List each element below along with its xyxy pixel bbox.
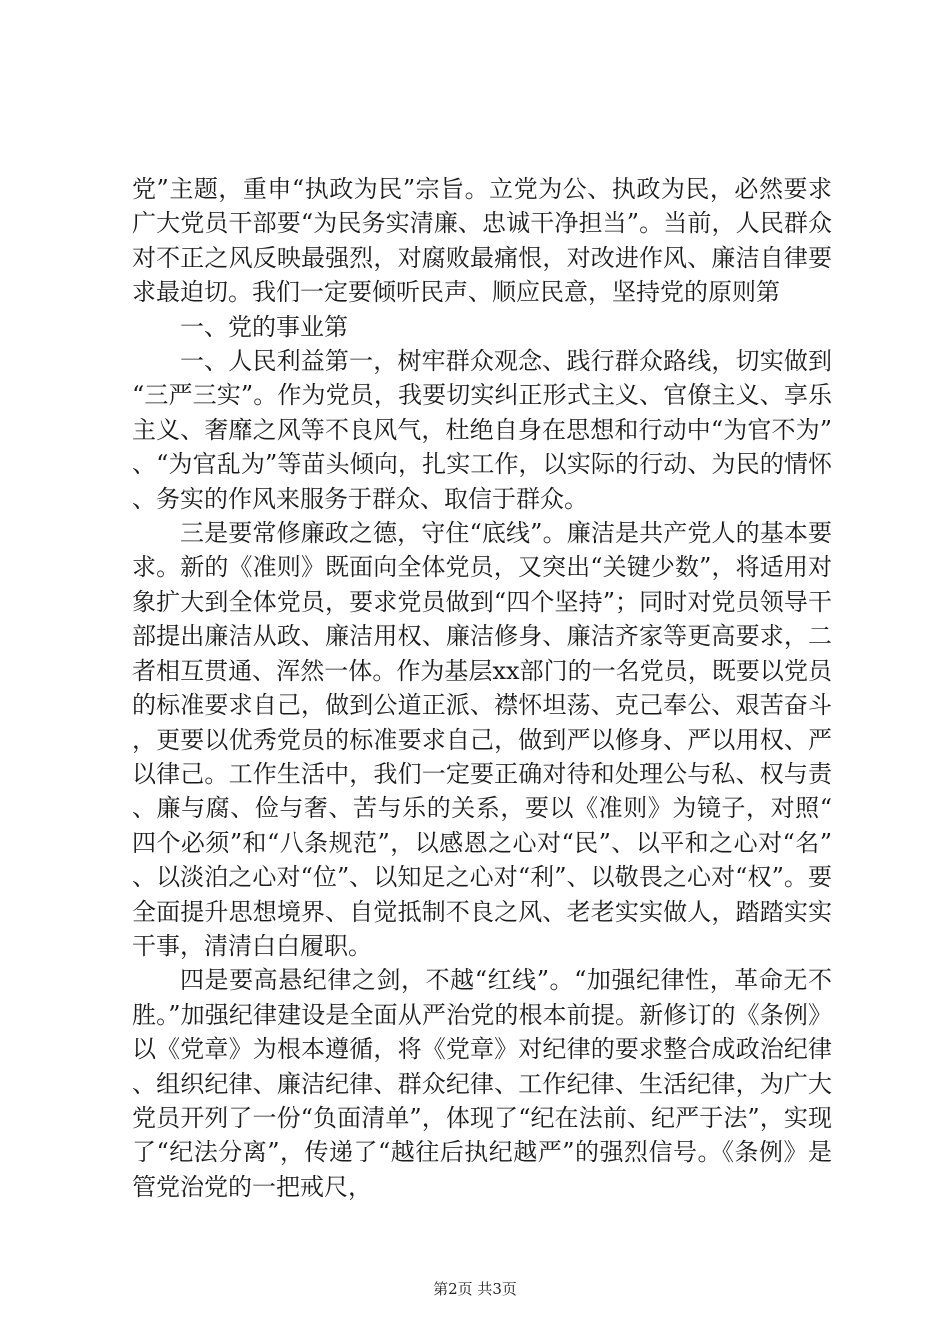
paragraph-4: 三是要常修廉政之德，守住“底线”。廉洁是共产党人的基本要求。新的《准则》既面向全体党员，又突出“关键少数”，将适用对象扩大到全体党员，要求党员做到“四个坚持”；同时对党员领导干部提出廉洁从政、廉洁用权、廉洁修身、廉洁齐家等更高要求，二者相互贯通、浑然一体。作为基层xx部门的一名党员，既要以党员的标准要求自己，做到公道正派、襟怀坦荡、克己奉公、艰苦奋斗，更要以优秀党员的标准要求自己，做到严以修身、严以用权、严以律己。工作生活中，我们一定要正确对待和处理公与私、权与责、廉与腐、俭与奢、苦与乐的关系，要以《准则》为镜子，对照“四个必须”和“八条规范”，以感恩之心对“民”、以平和之心对“名”、以淡泊之心对“位”、以知足之心对“利”、以敬畏之心对“权”。要全面提升思想境界、自觉抵制不良之风、老老实实做人，踏踏实实干事，清清白白履职。 <box>132 519 832 960</box>
paragraph-2: 一、党的事业第 <box>180 312 348 341</box>
page-number-label: 第2页 共3页 <box>433 1280 517 1298</box>
paragraph-3: 一、人民利益第一，树牢群众观念、践行群众路线，切实做到“三严三实”。作为党员，我要切实纠正形式主义、官僚主义、享乐主义、奢靡之风等不良风气，杜绝自身在思想和行动中“为官不为”、“为官乱为”等苗头倾向，扎实工作，以实际的行动、为民的情怀、务实的作风来服务于群众、取信于群众。 <box>132 347 832 513</box>
paragraph-1: 党”主题，重申“执政为民”宗旨。立党为公、执政为民，必然要求广大党员干部要“为民务实清廉、忠诚干净担当”。当前，人民群众对不正之风反映最强烈，对腐败最痛恨，对改进作风、廉洁自律要求最迫切。我们一定要倾听民声、顺应民意，坚持党的原则第 <box>132 175 832 307</box>
paragraph-5: 四是要高悬纪律之剑，不越“红线”。“加强纪律性，革命无不胜。”加强纪律建设是全面从严治党的根本前提。新修订的《条例》以《党章》为根本遵循，将《党章》对纪律的要求整合成政治纪律、组织纪律、廉洁纪律、群众纪律、工作纪律、生活纪律，为广大党员开列了一份“负面清单”，体现了“纪在法前、纪严于法”，实现了“纪法分离”，传递了“越往后执纪越严”的强烈信号。《条例》是管党治党的一把戒尺， <box>132 966 832 1201</box>
page-footer <box>0 1278 950 1299</box>
document-body <box>132 172 832 1204</box>
